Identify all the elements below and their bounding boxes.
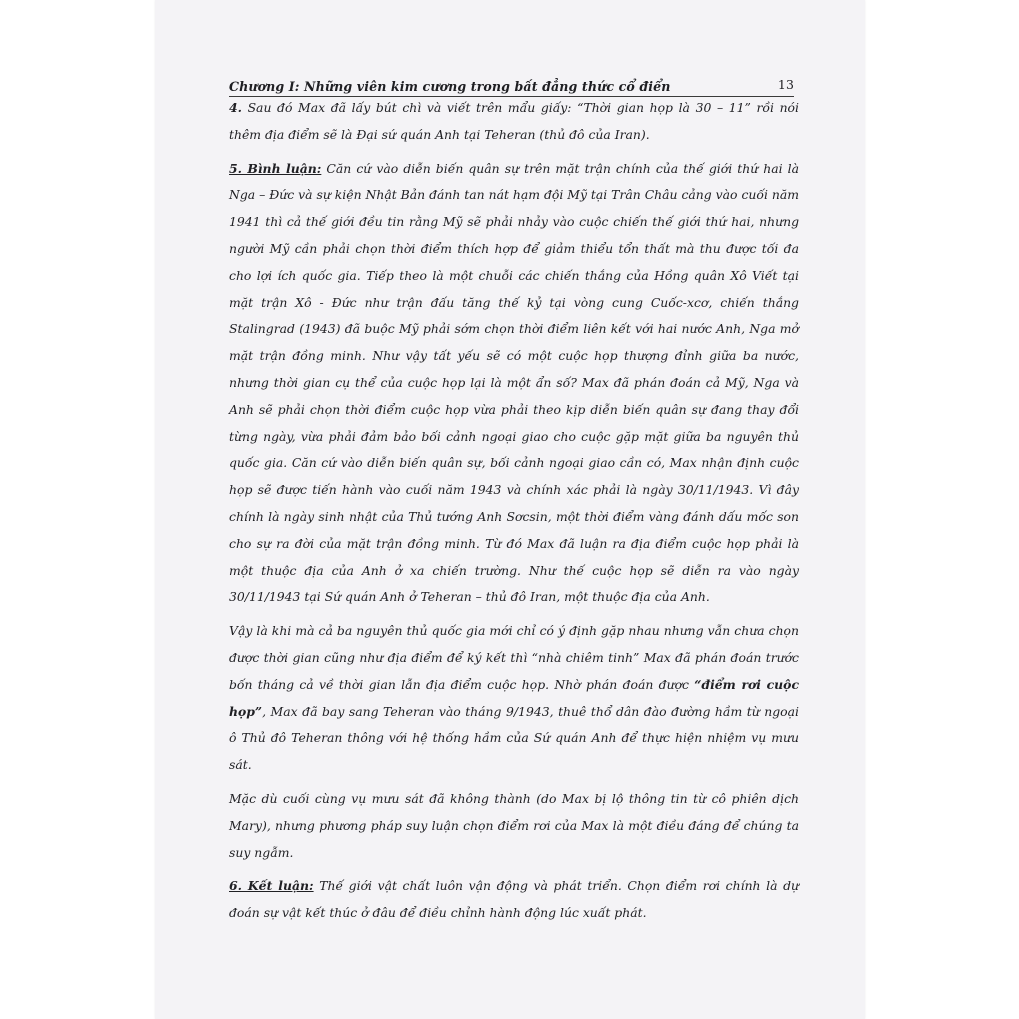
comment-text: Căn cứ vào diễn biến quân sự trên mặt trận chính của thế giới thứ hai là Nga – Đức và sự kiện Nhật Bản đánh tan nát hạm đội Mỹ tại Trân Châu cảng vào cuối năm 1941 thì cả thế giới đều tin rằng Mỹ sẽ phải nhảy vào cuộc chiến thế giới thứ hai, nhưng người Mỹ cần phải chọn thời điểm thích hợp để giảm thiểu tổn thất mà thu được tối đa cho lợi ích quốc gia. Tiếp theo là một chuỗi các chiến thắng của Hồng quân Xô Viết tại mặt trận Xô - Đức như trận đấu tăng thế kỷ tại vòng cung Cuốc-xcơ, chiến thắng Stalingrad (1943) đã buộc Mỹ phải sớm chọn thời điểm liên kết với hai nước Anh, Nga mở mặt trận đồng minh. Như vậy tất yếu sẽ có một cuộc họp thượng đỉnh giữa ba nước, nhưng thời gian cụ thể của cuộc họp lại là một ẩn số? Max đã phán đoán cả Mỹ, Nga và Anh sẽ phải chọn thời điểm cuộc họp vừa phải theo kịp diễn biến quân sự đang thay đổi từng ngày, vừa phải đảm bảo bối cảnh ngoại giao cho cuộc gặp mặt giữa ba nguyên thủ quốc gia. Căn cứ vào diễn biến quân sự, bối cảnh ngoại giao cần có, Max nhận định cuộc họp sẽ được tiến hành vào cuối năm 1943 và chính xác phải là ngày 30/11/1943. Vì đây chính là ngày sinh nhật của Thủ tướng Anh Sơcsin, một thời điểm vàng đánh dấu mốc son cho sự ra đời của mặt trận đồng minh. Từ đó Max đã luận ra địa điểm cuộc họp phải là một thuộc địa của Anh ở xa chiến trường. Như thế cuộc họp sẽ diễn ra vào ngày 30/11/1943 tại Sứ quán Anh ở Teheran – thủ đô Iran, một thuộc địa của Anh.: [229, 160, 799, 605]
paragraph-conclusion: [229, 873, 799, 927]
chapter-title: Chương I: Những viên kim cương trong bất đẳng thức cổ điển: [229, 79, 671, 94]
conclusion-heading: 6. Kết luận:: [229, 878, 314, 894]
paragraph-prediction: [229, 618, 799, 779]
page-body: [229, 95, 799, 927]
paragraph-comment: [229, 156, 799, 612]
running-header: [229, 74, 794, 97]
prediction-text-end: , Max đã bay sang Teheran vào tháng 9/1943, thuê thổ dân đào đường hầm từ ngoại ô Thủ đô Teheran thông với hệ thống hầm của Sứ quán Anh để thực hiện nhiệm vụ mưu sát.: [229, 703, 799, 773]
prediction-text-start: Vậy là khi mà cả ba nguyên thủ quốc gia mới chỉ có ý định gặp nhau nhưng vẫn chưa chọn được thời gian cũng như địa điểm để ký kết thì “nhà chiêm tinh” Max đã phán đoán trước bốn tháng cả về thời gian lẫn địa điểm cuộc họp. Nhờ phán đoán được: [229, 623, 799, 692]
prediction-bold-phrase: “điểm rơi cuộc họp”: [229, 676, 799, 719]
paragraph-4-label: 4.: [229, 100, 242, 115]
paragraph-4: [229, 95, 799, 149]
conclusion-text: Thế giới vật chất luôn vận động và phát triển. Chọn điểm rơi chính là dự đoán sự vật kết thúc ở đâu để điều chỉnh hành động lúc xuất phát.: [229, 878, 799, 921]
paragraph-4-text: Sau đó Max đã lấy bút chì và viết trên mẩu giấy: “Thời gian họp là 30 – 11” rồi nói thêm địa điểm sẽ là Đại sứ quán Anh tại Teheran (thủ đô của Iran).: [229, 100, 799, 142]
book-page: [155, 0, 865, 1019]
page-number: 13: [777, 77, 794, 92]
paragraph-outcome: [229, 786, 799, 866]
comment-heading: 5. Bình luận:: [229, 160, 322, 176]
outcome-text: Mặc dù cuối cùng vụ mưu sát đã không thành (do Max bị lộ thông tin từ cô phiên dịch Mary), nhưng phương pháp suy luận chọn điểm rơi của Max là một điều đáng để chúng ta suy ngẫm.: [229, 790, 799, 860]
